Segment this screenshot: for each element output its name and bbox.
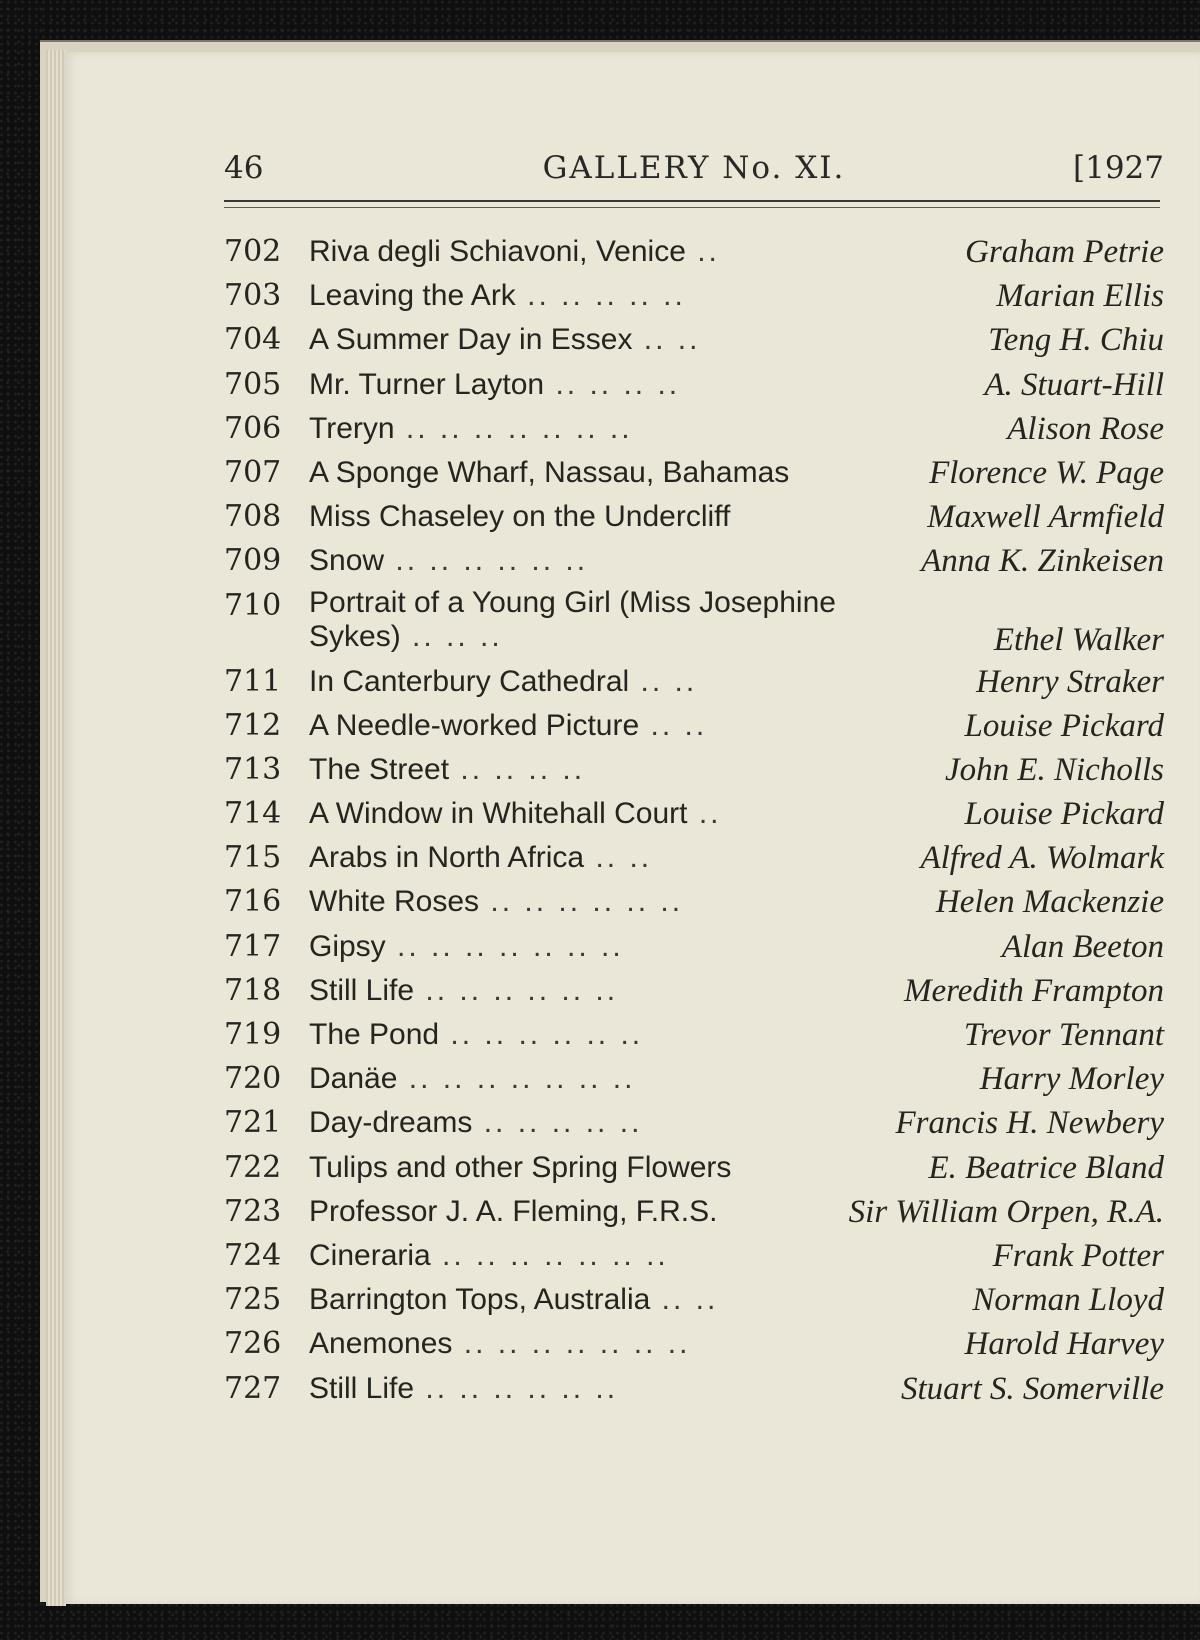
entry-title-text: Riva degli Schiavoni, Venice (309, 235, 686, 268)
catalogue-entry (224, 320, 1164, 364)
entry-artist: Frank Potter (992, 1237, 1164, 1274)
entry-artist: Florence W. Page (929, 454, 1164, 491)
entry-title (309, 706, 854, 746)
entry-artist: Helen Mackenzie (935, 884, 1164, 921)
entry-number: 711 (224, 663, 282, 699)
entry-title-text: Mr. Turner Layton (309, 367, 545, 401)
entry-number: 703 (224, 278, 282, 314)
catalogue-entry (224, 586, 1164, 662)
entry-number: 709 (224, 543, 282, 579)
entry-number: 727 (224, 1370, 282, 1406)
entry-artist: A. Stuart-Hill (984, 366, 1164, 403)
entry-title-text: Arabs in North Africa (309, 841, 585, 875)
entry-title (309, 1236, 854, 1276)
entry-number: 704 (224, 322, 282, 358)
catalogue-entry (224, 541, 1164, 585)
entry-title (309, 882, 854, 922)
entry-title-text: A Needle-worked Picture (309, 708, 640, 742)
dot-leader: .. .. .. .. .. .. (414, 1371, 619, 1405)
entry-number: 725 (224, 1282, 282, 1318)
entry-artist: Anna K. Zinkeisen (921, 543, 1164, 580)
entry-number: 718 (224, 972, 282, 1008)
dot-leader: .. .. (584, 841, 653, 875)
entry-title-text: Anemones (309, 1327, 453, 1361)
dot-leader: .. .. (632, 323, 701, 357)
entry-title-text: Barrington Tops, Australia (309, 1283, 651, 1317)
entry-title-text: Cineraria (309, 1238, 431, 1272)
catalogue-entry (224, 365, 1164, 409)
catalogue-entry (224, 794, 1164, 838)
entry-artist: Francis H. Newbery (895, 1105, 1164, 1142)
entry-title-text: Portrait of a Young Girl (Miss Josephine Sykes) (309, 585, 836, 653)
entry-number: 707 (224, 454, 282, 490)
dot-leader: .. .. (629, 664, 698, 698)
catalogue-entry (224, 1103, 1164, 1147)
catalogue-entry (224, 838, 1164, 882)
year: [1927 (1073, 150, 1164, 186)
entry-title (309, 365, 854, 405)
catalogue-entry (224, 276, 1164, 320)
entry-artist: Henry Straker (976, 663, 1164, 700)
catalogue-list (224, 232, 1164, 1413)
dot-leader: .. .. (639, 708, 708, 742)
entry-title (309, 1015, 854, 1055)
page-edges (46, 50, 66, 1606)
entry-artist: Norman Lloyd (972, 1282, 1164, 1319)
entry-number: 714 (224, 796, 282, 832)
entry-artist: Alison Rose (1007, 410, 1164, 447)
entry-title-text: Danäe (309, 1062, 398, 1096)
entry-title-text: Miss Chaseley on the Undercliff (309, 500, 731, 534)
entry-title (309, 794, 854, 834)
entry-number: 702 (224, 234, 282, 269)
catalogue-entry (224, 453, 1164, 497)
entry-artist: Trevor Tennant (963, 1017, 1164, 1053)
catalogue-entry (224, 971, 1164, 1015)
entry-title (309, 586, 854, 654)
catalogue-entry (224, 409, 1164, 453)
entry-title-text: Still Life (309, 1371, 415, 1405)
catalogue-entry (224, 1236, 1164, 1280)
entry-title-text: A Window in Whitehall Court (309, 797, 688, 831)
catalogue-entry (224, 1148, 1164, 1192)
page-header (224, 150, 1164, 194)
dot-leader: .. .. .. (400, 619, 503, 653)
entry-title (309, 541, 854, 581)
entry-title (309, 1192, 929, 1232)
entry-title-text: A Summer Day in Essex (309, 323, 633, 357)
catalogue-entry (224, 1015, 1164, 1059)
entry-number: 721 (224, 1105, 282, 1141)
catalogue-entry (224, 882, 1164, 926)
catalogue-entry (224, 1324, 1164, 1368)
entry-number: 713 (224, 751, 282, 787)
dot-leader: .. .. .. .. .. .. (384, 544, 589, 578)
dot-leader: .. .. .. .. .. .. (479, 885, 684, 919)
entry-title-text: White Roses (309, 885, 480, 919)
entry-title-text: A Sponge Wharf, Nassau, Bahamas (309, 455, 790, 489)
entry-title-text: Leaving the Ark (309, 279, 516, 313)
dot-leader: .. (687, 797, 722, 831)
entry-title (309, 320, 854, 360)
dot-leader: .. .. .. .. (449, 752, 586, 786)
dot-leader: .. .. (650, 1283, 719, 1317)
entry-title-text: Day-dreams (309, 1106, 473, 1140)
header-rule-thin (224, 207, 1160, 208)
entry-artist: Alfred A. Wolmark (920, 840, 1164, 877)
catalogue-entry (224, 750, 1164, 794)
entry-title (309, 1369, 854, 1409)
dot-leader: .. .. .. .. .. .. .. (397, 1062, 636, 1096)
entry-title (309, 1324, 854, 1364)
entry-number: 724 (224, 1237, 282, 1273)
entry-artist: Marian Ellis (996, 278, 1164, 315)
dot-leader: .. .. .. .. .. (472, 1106, 643, 1140)
catalogue-entry (224, 662, 1164, 706)
entry-artist: Meredith Frampton (904, 972, 1164, 1009)
catalogue-entry (224, 497, 1164, 541)
entry-number: 708 (224, 499, 282, 535)
entry-number: 705 (224, 366, 282, 402)
entry-title (309, 232, 854, 272)
catalogue-entry (224, 1280, 1164, 1324)
dot-leader: .. .. .. .. .. .. .. (430, 1238, 669, 1272)
entry-artist: John E. Nicholls (944, 751, 1164, 788)
entry-title (309, 276, 854, 316)
dot-leader: .. .. .. .. .. .. .. (452, 1327, 691, 1361)
catalogue-entry (224, 927, 1164, 971)
entry-title (309, 662, 854, 702)
dot-leader: .. .. .. .. .. .. .. (385, 929, 624, 963)
entry-title-text: Tulips and other Spring Flowers (309, 1150, 732, 1184)
entry-number: 715 (224, 840, 282, 876)
entry-number: 717 (224, 928, 282, 964)
catalogue-entry (224, 1369, 1164, 1413)
entry-artist: Teng H. Chiu (988, 322, 1164, 359)
catalogue-entry (224, 706, 1164, 750)
entry-title (309, 1280, 854, 1320)
entry-title (309, 750, 854, 790)
entry-title-text: Gipsy (309, 929, 386, 963)
gallery-title: GALLERY No. XI. (542, 150, 846, 186)
dot-leader: .. .. .. .. .. .. .. (394, 411, 633, 445)
catalogue-entry (224, 232, 1164, 276)
entry-artist: Graham Petrie (965, 234, 1164, 270)
entry-title (309, 1059, 854, 1099)
entry-artist: Louise Pickard (964, 796, 1164, 833)
entry-title-text: The Pond (309, 1018, 440, 1051)
dot-leader: .. .. .. .. .. (515, 279, 686, 313)
entry-number: 719 (224, 1017, 282, 1052)
entry-artist: E. Beatrice Bland (928, 1149, 1164, 1186)
entry-title (309, 453, 929, 493)
entry-artist: Maxwell Armfield (927, 499, 1164, 536)
entry-number: 726 (224, 1326, 282, 1362)
entry-number: 710 (224, 587, 282, 623)
entry-title-text: Snow (309, 544, 385, 578)
entry-artist: Harry Morley (979, 1061, 1164, 1098)
catalogue-entry (224, 1192, 1164, 1236)
entry-artist: Harold Harvey (964, 1326, 1164, 1363)
entry-title (309, 838, 854, 878)
entry-artist: Louise Pickard (964, 707, 1164, 744)
entry-number: 720 (224, 1061, 282, 1097)
entry-title-text: Still Life (309, 973, 415, 1007)
entry-number: 723 (224, 1193, 282, 1229)
dot-leader: .. .. .. .. .. .. (414, 973, 619, 1007)
entry-title (309, 497, 929, 537)
entry-title-text: Treryn (309, 411, 395, 445)
entry-title-text: The Street (309, 752, 450, 786)
entry-title (309, 1103, 854, 1143)
dot-leader: .. .. .. .. (544, 367, 681, 401)
page-number: 46 (224, 150, 264, 186)
entry-title (309, 927, 854, 967)
entry-artist: Stuart S. Somerville (900, 1370, 1164, 1407)
dot-leader: .. .. .. .. .. .. (439, 1018, 644, 1051)
entry-title (309, 409, 854, 449)
entry-artist: Alan Beeton (1001, 928, 1164, 965)
entry-title (309, 1148, 929, 1188)
entry-number: 712 (224, 707, 282, 743)
entry-number: 706 (224, 410, 282, 446)
header-rule (224, 200, 1160, 202)
entry-number: 716 (224, 884, 282, 920)
entry-artist: Ethel Walker (993, 621, 1164, 658)
entry-title-text: In Canterbury Cathedral (309, 664, 630, 698)
entry-title (309, 971, 854, 1011)
dot-leader: .. (685, 235, 720, 268)
entry-title-text: Professor J. A. Fleming, F.R.S. (309, 1194, 718, 1228)
entry-number: 722 (224, 1149, 282, 1185)
entry-artist: Sir William Orpen, R.A. (848, 1193, 1164, 1230)
catalogue-entry (224, 1059, 1164, 1103)
